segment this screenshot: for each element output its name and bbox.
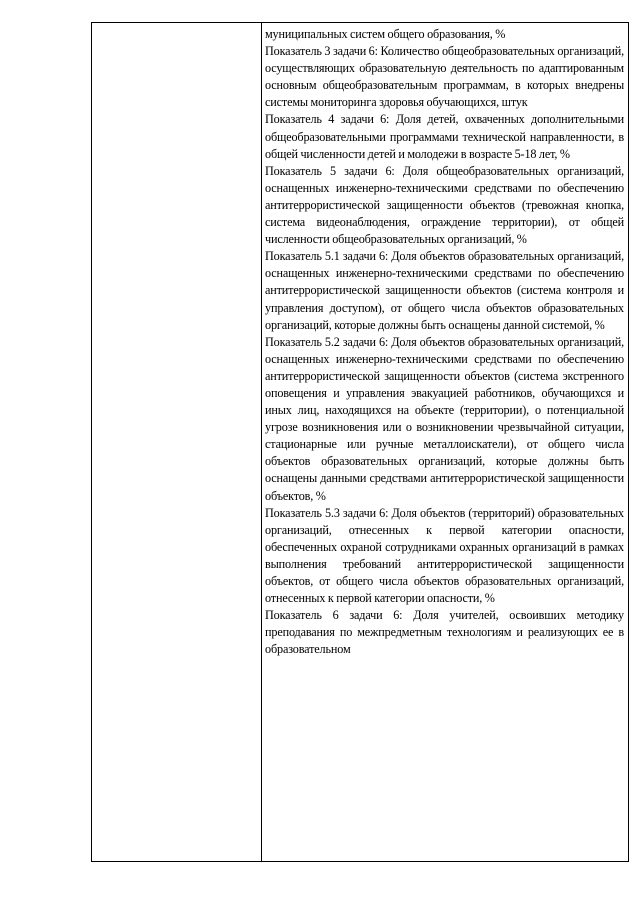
paragraph-indicator-4: Показатель 4 задачи 6: Доля детей, охваченных дополнительными общеобразовательными программами технической направленности, в общей численности детей и молодежи в возрасте 5-18 лет, % <box>265 112 624 161</box>
table-left-cell <box>92 23 262 861</box>
table-right-cell <box>262 23 628 861</box>
paragraph-indicator-3: Показатель 3 задачи 6: Количество общеобразовательных организаций, осуществляющих образовательную деятельность по адаптированным основным общеобразовательным программам, в которых внедрены системы мониторинга здоровья обучающихся, штук <box>265 44 624 110</box>
paragraph-indicator-6: Показатель 6 задачи 6: Доля учителей, освоивших методику преподавания по межпредметным технологиям и реализующих ее в образовательном <box>265 608 624 657</box>
paragraph-indicator-5-2: Показатель 5.2 задачи 6: Доля объектов образовательных организаций, оснащенных инженерно-техническими средствами по обеспечению антитеррористической защищенности объектов (система экстренного оповещения и управления эвакуацией работников, обучающихся и иных лиц, находящихся на объекте (территории), о потенциальной угрозе возникновения или о возникновении чрезвычайной ситуации, стационарные или ручные металлоискатели), от общего числа объектов образовательных организаций, которые должны быть оснащены данными средствами антитеррористической защищенности объектов, % <box>265 334 624 503</box>
paragraph-continuation: муниципальных систем общего образования, % <box>265 27 506 41</box>
paragraph-indicator-5-3: Показатель 5.3 задачи 6: Доля объектов (территорий) образовательных организаций, отнесенных к первой категории опасности, обеспеченных охраной сотрудниками охранных организаций в рамках выполнения требований антитеррористической защищенности объектов, от общего числа объектов образовательных организаций, отнесенных к первой категории опасности, % <box>265 505 624 606</box>
document-table <box>91 22 629 862</box>
paragraph-indicator-5-1: Показатель 5.1 задачи 6: Доля объектов образовательных организаций, оснащенных инженерно-техническими средствами по обеспечению антитеррористической защищенности объектов (система контроля и управления доступом), от общего числа объектов образовательных организаций, которые должны быть оснащены данной системой, % <box>265 249 624 332</box>
paragraph-indicator-5: Показатель 5 задачи 6: Доля общеобразовательных организаций, оснащенных инженерно-техническими средствами по обеспечению антитеррористической защищенности объектов (тревожная кнопка, система видеонаблюдения, ограждение территории), от общей численности общеобразовательных организаций, % <box>265 163 624 247</box>
